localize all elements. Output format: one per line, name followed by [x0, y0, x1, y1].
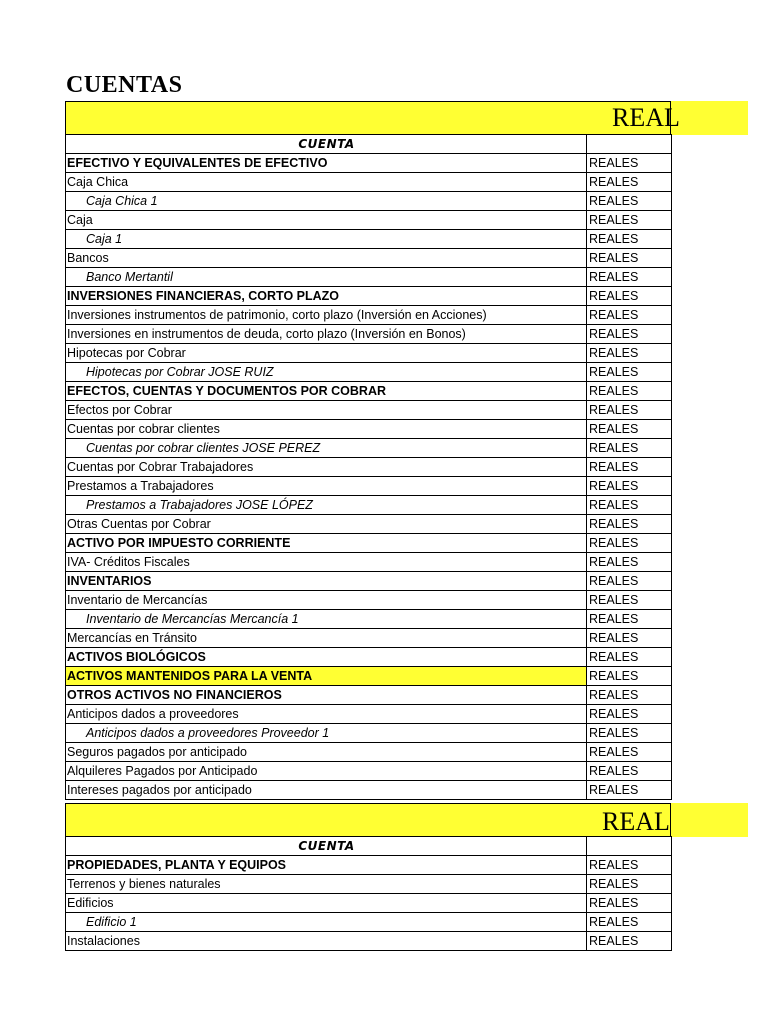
account-name-cell: Hipotecas por Cobrar JOSE RUIZ: [66, 363, 587, 382]
band-cell: [65, 803, 671, 837]
band-cell: [65, 101, 680, 135]
account-type-cell: REALES: [587, 932, 672, 951]
table-row: [66, 572, 672, 591]
section-header-band-2: [65, 803, 748, 837]
account-type-cell: REALES: [587, 515, 672, 534]
account-name-cell: Efectos por Cobrar: [66, 401, 587, 420]
table-row: [66, 325, 672, 344]
table-row: [66, 496, 672, 515]
table-row: [66, 401, 672, 420]
account-type-cell: REALES: [587, 496, 672, 515]
band-label: REAL: [602, 807, 670, 836]
account-name-cell: Cuentas por Cobrar Trabajadores: [66, 458, 587, 477]
account-name-cell: EFECTIVO Y EQUIVALENTES DE EFECTIVO: [66, 154, 587, 173]
account-name-cell: Inventario de Mercancías Mercancía 1: [66, 610, 587, 629]
account-name-cell: IVA- Créditos Fiscales: [66, 553, 587, 572]
account-type-cell: REALES: [587, 382, 672, 401]
account-type-cell: REALES: [587, 458, 672, 477]
account-name-cell: Otras Cuentas por Cobrar: [66, 515, 587, 534]
account-name-cell: OTROS ACTIVOS NO FINANCIEROS: [66, 686, 587, 705]
table-row: [66, 705, 672, 724]
account-type-cell: REALES: [587, 477, 672, 496]
account-type-cell: REALES: [587, 325, 672, 344]
account-type-cell: REALES: [587, 154, 672, 173]
account-type-cell: REALES: [587, 724, 672, 743]
account-name-cell: Terrenos y bienes naturales: [66, 875, 587, 894]
account-type-cell: REALES: [587, 629, 672, 648]
account-name-cell: Cuentas por cobrar clientes: [66, 420, 587, 439]
account-type-cell: REALES: [587, 439, 672, 458]
header-row: [66, 837, 672, 856]
account-name-cell: Caja Chica 1: [66, 192, 587, 211]
page-title: CUENTAS: [66, 72, 183, 98]
table-row: [66, 268, 672, 287]
table-row: [66, 439, 672, 458]
account-name-cell: EFECTOS, CUENTAS Y DOCUMENTOS POR COBRAR: [66, 382, 587, 401]
account-name-cell: ACTIVO POR IMPUESTO CORRIENTE: [66, 534, 587, 553]
table-row: [66, 781, 672, 800]
account-name-cell: Alquileres Pagados por Anticipado: [66, 762, 587, 781]
account-type-cell: REALES: [587, 610, 672, 629]
account-type-cell: REALES: [587, 894, 672, 913]
account-type-cell: REALES: [587, 591, 672, 610]
table-row: [66, 724, 672, 743]
account-type-cell: REALES: [587, 401, 672, 420]
band-label: REAL: [612, 103, 680, 132]
account-type-cell: REALES: [587, 648, 672, 667]
table-row: [66, 211, 672, 230]
account-type-cell: REALES: [587, 781, 672, 800]
account-name-cell: Edificio 1: [66, 913, 587, 932]
table-row: [66, 458, 672, 477]
account-name-cell: ACTIVOS BIOLÓGICOS: [66, 648, 587, 667]
account-name-cell: Seguros pagados por anticipado: [66, 743, 587, 762]
account-name-cell: Edificios: [66, 894, 587, 913]
account-type-cell: REALES: [587, 534, 672, 553]
account-type-cell: REALES: [587, 667, 672, 686]
account-type-cell: REALES: [587, 705, 672, 724]
table-row: [66, 287, 672, 306]
account-name-cell: Prestamos a Trabajadores JOSE LÓPEZ: [66, 496, 587, 515]
account-name-cell: Inversiones en instrumentos de deuda, corto plazo (Inversión en Bonos): [66, 325, 587, 344]
account-type-cell: REALES: [587, 211, 672, 230]
account-name-cell: Mercancías en Tránsito: [66, 629, 587, 648]
account-name-cell: Caja 1: [66, 230, 587, 249]
account-type-cell: REALES: [587, 686, 672, 705]
table-row: [66, 875, 672, 894]
account-type-cell: REALES: [587, 743, 672, 762]
account-name-cell: PROPIEDADES, PLANTA Y EQUIPOS: [66, 856, 587, 875]
table-row: [66, 154, 672, 173]
empty-header-cell: [587, 135, 672, 154]
table-row: [66, 230, 672, 249]
column-header-cuenta: CUENTA: [66, 135, 587, 154]
table-row: [66, 762, 672, 781]
table-row: [66, 743, 672, 762]
account-name-cell: Banco Mertantil: [66, 268, 587, 287]
account-name-cell: INVERSIONES FINANCIERAS, CORTO PLAZO: [66, 287, 587, 306]
table-row: [66, 363, 672, 382]
empty-header-cell: [587, 837, 672, 856]
account-name-cell: Caja Chica: [66, 173, 587, 192]
table-row: [66, 382, 672, 401]
table-row: [66, 667, 672, 686]
account-type-cell: REALES: [587, 856, 672, 875]
account-name-cell: Inversiones instrumentos de patrimonio, corto plazo (Inversión en Acciones): [66, 306, 587, 325]
account-type-cell: REALES: [587, 572, 672, 591]
account-name-cell: Bancos: [66, 249, 587, 268]
accounts-table-2: [65, 836, 672, 951]
account-name-cell: Cuentas por cobrar clientes JOSE PEREZ: [66, 439, 587, 458]
account-name-cell: Prestamos a Trabajadores: [66, 477, 587, 496]
table-row: [66, 477, 672, 496]
account-name-cell: Instalaciones: [66, 932, 587, 951]
table-row: [66, 591, 672, 610]
account-type-cell: REALES: [587, 553, 672, 572]
column-header-cuenta: CUENTA: [66, 837, 587, 856]
account-type-cell: REALES: [587, 173, 672, 192]
table-row: [66, 173, 672, 192]
account-name-cell: INVENTARIOS: [66, 572, 587, 591]
account-type-cell: REALES: [587, 913, 672, 932]
account-type-cell: REALES: [587, 249, 672, 268]
account-type-cell: REALES: [587, 875, 672, 894]
account-type-cell: REALES: [587, 420, 672, 439]
table-row: [66, 894, 672, 913]
account-type-cell: REALES: [587, 268, 672, 287]
table-row: [66, 686, 672, 705]
account-type-cell: REALES: [587, 344, 672, 363]
table-row: [66, 610, 672, 629]
account-type-cell: REALES: [587, 306, 672, 325]
table-row: [66, 344, 672, 363]
table-row: [66, 913, 672, 932]
account-name-cell: Inventario de Mercancías: [66, 591, 587, 610]
account-name-cell: Intereses pagados por anticipado: [66, 781, 587, 800]
account-type-cell: REALES: [587, 287, 672, 306]
account-name-cell: Anticipos dados a proveedores Proveedor 1: [66, 724, 587, 743]
table-row: [66, 629, 672, 648]
table-row: [66, 534, 672, 553]
table-row: [66, 648, 672, 667]
table-row: [66, 856, 672, 875]
account-name-cell: ACTIVOS MANTENIDOS PARA LA VENTA: [66, 667, 587, 686]
account-name-cell: Anticipos dados a proveedores: [66, 705, 587, 724]
account-type-cell: REALES: [587, 192, 672, 211]
table-row: [66, 932, 672, 951]
table-row: [66, 420, 672, 439]
account-type-cell: REALES: [587, 230, 672, 249]
table-row: [66, 192, 672, 211]
header-row: [66, 135, 672, 154]
account-type-cell: REALES: [587, 762, 672, 781]
account-name-cell: Caja: [66, 211, 587, 230]
account-type-cell: REALES: [587, 363, 672, 382]
table-row: [66, 515, 672, 534]
table-row: [66, 306, 672, 325]
section-header-band-1: [65, 101, 748, 135]
accounts-table-1: [65, 134, 672, 800]
table-row: [66, 249, 672, 268]
account-name-cell: Hipotecas por Cobrar: [66, 344, 587, 363]
table-row: [66, 553, 672, 572]
